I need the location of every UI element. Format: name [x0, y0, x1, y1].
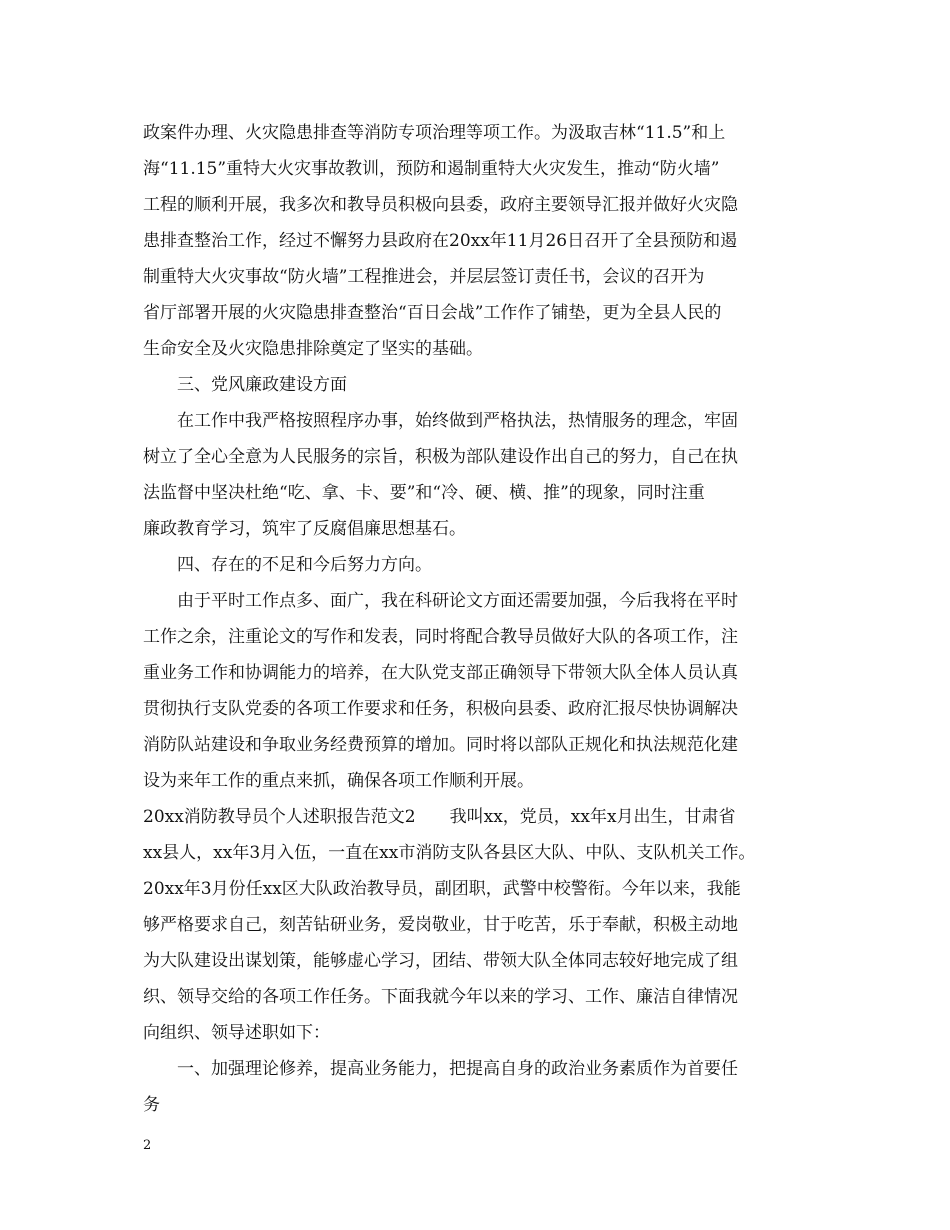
text-line: 生命安全及火灾隐患排除奠定了坚实的基础。	[143, 339, 483, 359]
text-line: 四、存在的不足和今后努力方向。	[177, 555, 432, 575]
text-line: 重业务工作和协调能力的培养，在大队党支部正确领导下带领大队全体人员认真	[143, 663, 738, 683]
text-line: 20xx年3月份任xx区大队政治教导员，副团职，武警中校警衔。今年以来，我能	[143, 879, 741, 899]
text-line: xx县人，xx年3月入伍，一直在xx市消防支队各县区大队、中队、支队机关工作。	[143, 843, 756, 863]
text-line: 廉政教育学习，筑牢了反腐倡廉思想基石。	[143, 519, 466, 539]
text-line: 务	[143, 1095, 160, 1115]
text-line: 织、领导交给的各项工作任务。下面我就今年以来的学习、工作、廉洁自律情况	[143, 987, 738, 1007]
page-number: 2	[143, 1138, 152, 1153]
text-line: 省厅部署开展的火灾隐患排查整治“百日会战”工作作了铺垫，更为全县人民的	[143, 303, 722, 323]
document-body	[143, 115, 815, 1123]
text-line: 为大队建设出谋划策，能够虚心学习，团结、带领大队全体同志较好地完成了组	[143, 951, 738, 971]
text-line: 设为来年工作的重点来抓，确保各项工作顺利开展。	[143, 771, 534, 791]
text-line: 海“11.15”重特大火灾事故教训，预防和遏制重特大火灾发生，推动“防火墙”	[143, 159, 720, 179]
text-line: 由于平时工作点多、面广，我在科研论文方面还需要加强，今后我将在平时	[177, 591, 738, 611]
text-line: 在工作中我严格按照程序办事，始终做到严格执法，热情服务的理念，牢固	[177, 411, 738, 431]
text-line: 20xx消防教导员个人述职报告范文2 我叫xx，党员，xx年x月出生，甘肃省	[143, 807, 736, 827]
text-line: 够严格要求自己，刻苦钻研业务，爱岗敬业，甘于吃苦，乐于奉献，积极主动地	[143, 915, 738, 935]
text-line: 政案件办理、火灾隐患排查等消防专项治理等项工作。为汲取吉林“11.5”和上	[143, 123, 726, 143]
text-line: 制重特大火灾事故“防火墙”工程推进会，并层层签订责任书，会议的召开为	[143, 267, 705, 287]
text-line: 法监督中坚决杜绝“吃、拿、卡、要”和“冷、硬、横、推”的现象，同时注重	[143, 483, 705, 503]
text-line: 一、加强理论修养，提高业务能力，把提高自身的政治业务素质作为首要任	[177, 1059, 738, 1079]
text-line: 三、党风廉政建设方面	[177, 375, 347, 395]
text-line: 工程的顺利开展，我多次和教导员积极向县委，政府主要领导汇报并做好火灾隐	[143, 195, 738, 215]
text-line: 向组织、领导述职如下：	[143, 1023, 330, 1043]
text-line: 患排查整治工作，经过不懈努力县政府在20xx年11月26日召开了全县预防和遏	[143, 231, 738, 251]
text-line: 树立了全心全意为人民服务的宗旨，积极为部队建设作出自己的努力，自己在执	[143, 447, 738, 467]
text-line: 工作之余，注重论文的写作和发表，同时将配合教导员做好大队的各项工作，注	[143, 627, 738, 647]
text-line: 消防队站建设和争取业务经费预算的增加。同时将以部队正规化和执法规范化建	[143, 735, 738, 755]
text-line: 贯彻执行支队党委的各项工作要求和任务，积极向县委、政府汇报尽快协调解决	[143, 699, 738, 719]
